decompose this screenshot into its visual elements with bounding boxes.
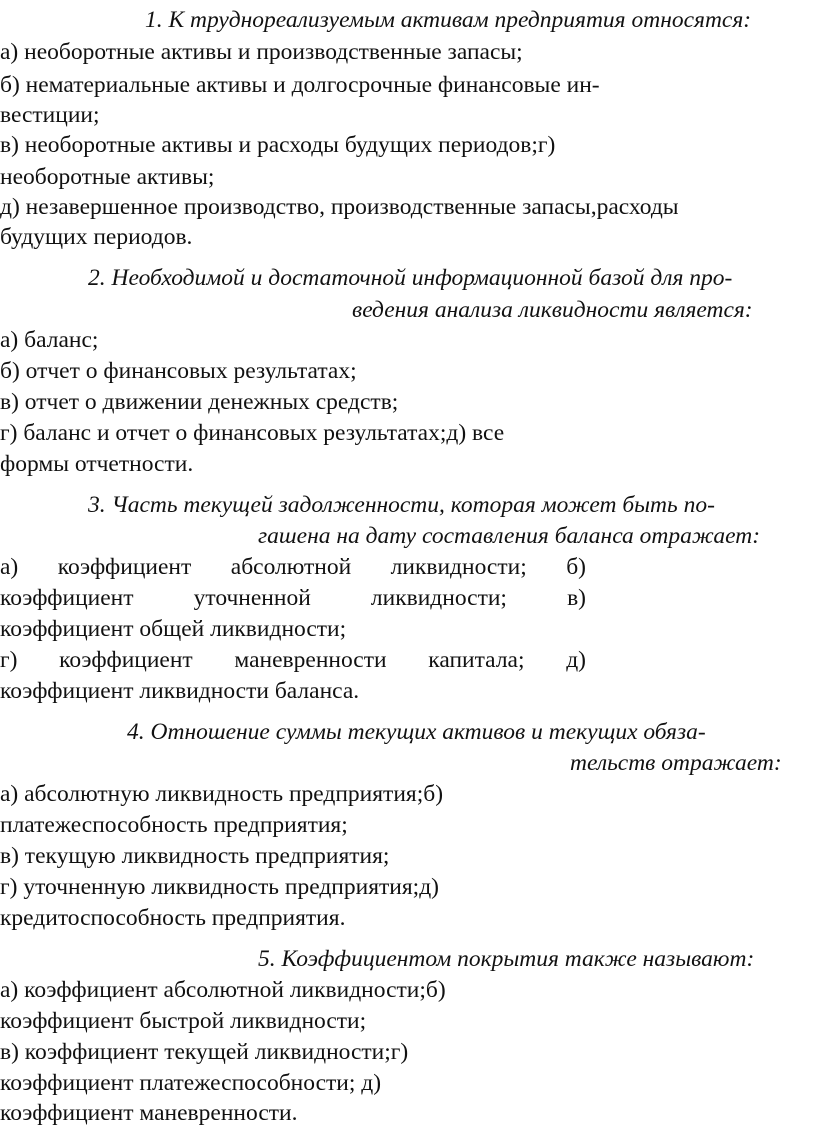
question-1-answer-line: будущих периодов. xyxy=(0,224,193,250)
question-1-answer-line: в) необоротные активы и расходы будущих периодов;г) xyxy=(0,132,556,158)
question-5-answer-line: в) коэффициент текущей ликвидности;г) xyxy=(0,1039,409,1065)
question-1-answer-line: необоротные активы; xyxy=(0,164,215,190)
question-2-answer-line: формы отчетности. xyxy=(0,451,194,477)
question-4-title: 4. Отношение суммы текущих активов и текущих обяза- xyxy=(127,719,706,745)
question-5-answer-line: коэффициент маневренности. xyxy=(0,1100,298,1126)
question-2-answer-line: а) баланс; xyxy=(0,327,99,353)
question-4-answer-line: а) абсолютную ликвидность предприятия;б) xyxy=(0,781,444,807)
question-3-title: 3. Часть текущей задолженности, которая может быть по- xyxy=(88,492,715,518)
question-3-answer-line: коэффициент уточненной ликвидности; в) xyxy=(0,585,586,611)
question-4-answer-line: в) текущую ликвидность предприятия; xyxy=(0,843,390,869)
question-3-answer-line: коэффициент ликвидности баланса. xyxy=(0,678,360,704)
question-1-title: 1. К труднореализуемым активам предприятия относятся: xyxy=(145,7,752,33)
question-5-answer-line: коэффициент платежеспособности; д) xyxy=(0,1070,382,1096)
question-4-title-continued: тельств отражает: xyxy=(570,750,782,776)
question-1-answer-line: вестиции; xyxy=(0,102,100,128)
question-1-answer-line: а) необоротные активы и производственные запасы; xyxy=(0,39,523,65)
question-2-title: 2. Необходимой и достаточной информационной базой для про- xyxy=(88,265,733,291)
question-3-answer-line: а) коэффициент абсолютной ликвидности; б) xyxy=(0,554,586,580)
question-3-answer-line: г) коэффициент маневренности капитала; д) xyxy=(0,647,586,673)
question-2-answer-line: б) отчет о финансовых результатах; xyxy=(0,358,357,384)
question-2-title-continued: ведения анализа ликвидности является: xyxy=(352,297,753,323)
question-2-answer-line: г) баланс и отчет о финансовых результатах;д) все xyxy=(0,420,505,446)
question-1-answer-line: д) незавершенное производство, производственные запасы,расходы xyxy=(0,194,679,220)
question-1-answer-line: б) нематериальные активы и долгосрочные финансовые ин- xyxy=(0,72,600,98)
question-4-answer-line: платежеспособность предприятия; xyxy=(0,812,348,838)
question-3-answer-line: коэффициент общей ликвидности; xyxy=(0,616,347,642)
question-3-title-continued: гашена на дату составления баланса отражает: xyxy=(258,523,761,549)
question-2-answer-line: в) отчет о движении денежных средств; xyxy=(0,389,399,415)
question-5-title: 5. Коэффициентом покрытия также называют: xyxy=(258,946,755,972)
question-4-answer-line: кредитоспособность предприятия. xyxy=(0,905,346,931)
question-5-answer-line: коэффициент быстрой ликвидности; xyxy=(0,1008,367,1034)
question-4-answer-line: г) уточненную ликвидность предприятия;д) xyxy=(0,874,439,900)
question-5-answer-line: а) коэффициент абсолютной ликвидности;б) xyxy=(0,977,446,1003)
